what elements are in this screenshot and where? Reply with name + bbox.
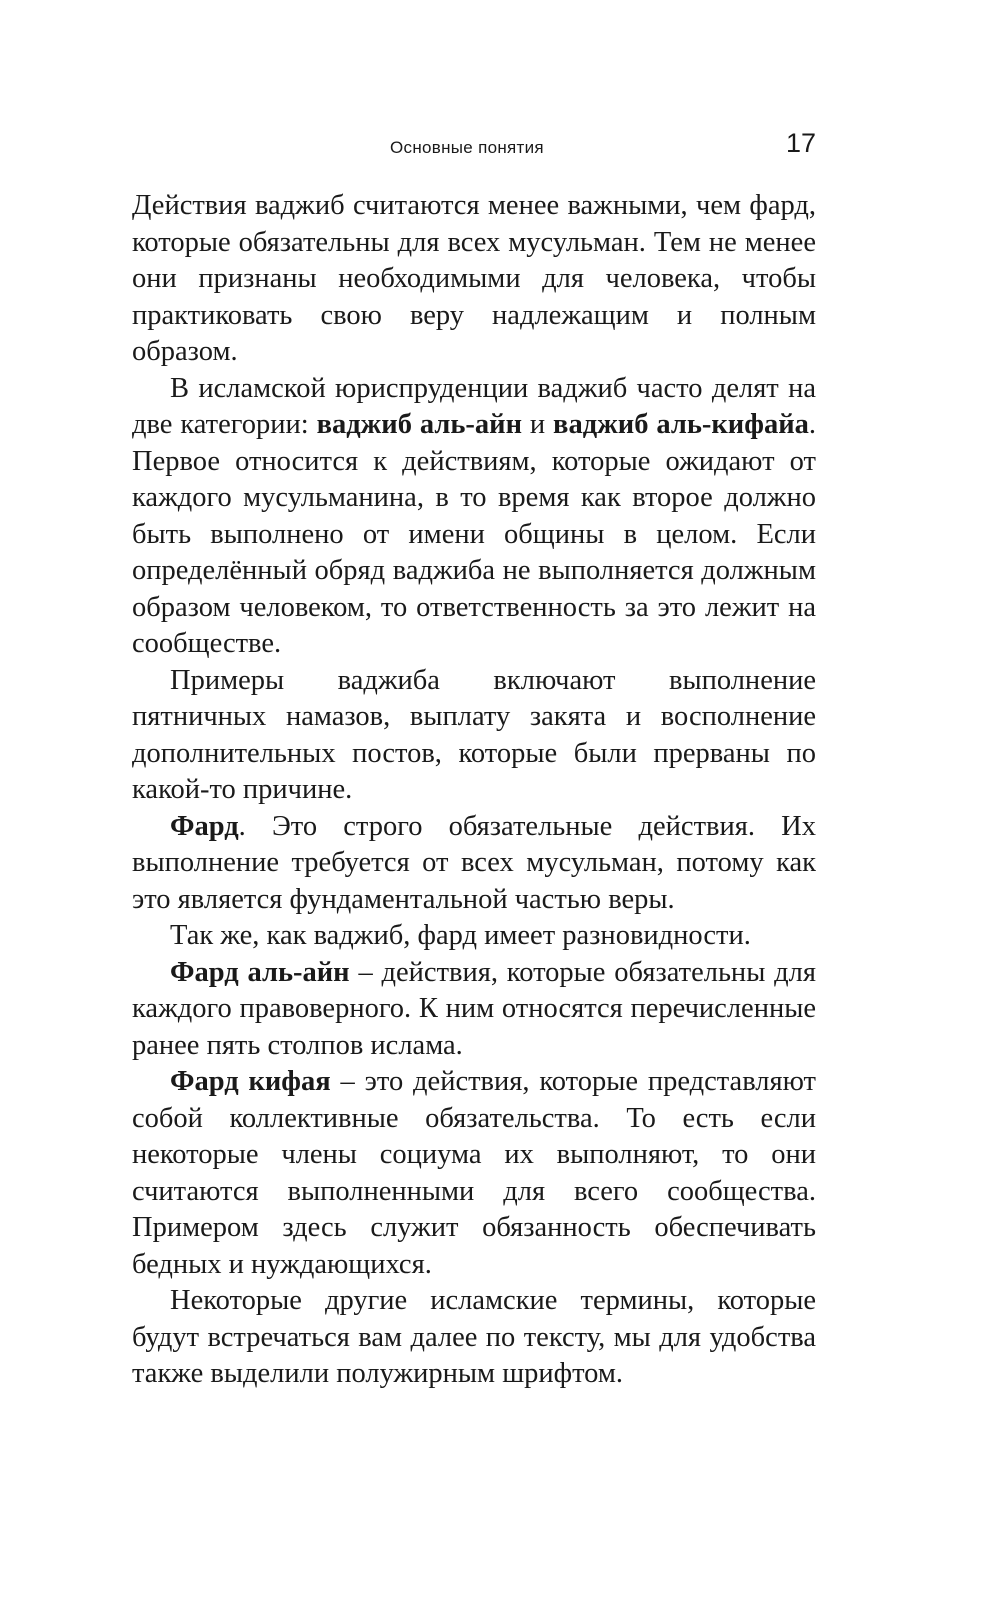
paragraph-wajib-categories: В исламской юриспруденции ваджиб часто делят на две категории: ваджиб аль-айн и ваджиб аль-кифайа. Первое относится к действиям, которые ожидают от каждого мусульманина, в то время как второе должно быть выполнено от имени общины в целом. Если определённый обряд ваджиба не выполняется должным образом человеком, то ответственность за это лежит на сообществе. xyxy=(132,372,816,659)
page-header xyxy=(132,128,816,168)
paragraph-wajib-intro: Действия ваджиб считаются менее важными, чем фард, которые обязательны для всех мусульман. Тем не менее они признаны необходимыми для человека, чтобы практиковать свою веру надлежащим и полным образом. xyxy=(132,190,816,367)
term-fard: Фард xyxy=(170,810,239,842)
paragraph-fard: Фард. Это строго обязательные действия. Их выполнение требуется от всех мусульман, потому как это является фундаментальной частью веры. xyxy=(132,810,816,915)
paragraph-fard-types: Так же, как ваджиб, фард имеет разновидности. xyxy=(170,920,751,951)
page-number: 17 xyxy=(785,128,816,158)
term-fard-kifaya: Фард кифая xyxy=(170,1066,331,1097)
paragraph-fard-al-ain: Фард аль-айн – действия, которые обязательны для каждого правоверного. К ним относятся перечисленные ранее пять столпов ислама. xyxy=(132,956,817,1061)
body-text xyxy=(132,188,816,1393)
term-fard-al-ain: Фард аль-айн xyxy=(170,956,350,988)
term-wajib-al-kifaya: ваджиб аль-кифайа xyxy=(553,409,809,440)
term-wajib-al-ain: ваджиб аль-айн xyxy=(316,409,522,440)
running-title: Основные понятия xyxy=(390,138,544,157)
paragraph-other-terms: Некоторые другие исламские термины, которые будут встречаться вам далее по тексту, мы для удобства также выделили полужирным шрифтом. xyxy=(132,1285,816,1389)
paragraph-fard-kifaya: Фард кифая – это действия, которые представляют собой коллективные обязательства. То есть если некоторые члены социума их выполняют, то они считаются выполненными для всего сообщества. Примером здесь служит обязанность обеспечивать бедных и нуждающихся. xyxy=(132,1066,816,1280)
paragraph-wajib-examples: Примеры ваджиба включают выполнение пятничных намазов, выплату закята и восполнение дополнительных постов, которые были прерваны по какой-то причине. xyxy=(132,664,816,805)
